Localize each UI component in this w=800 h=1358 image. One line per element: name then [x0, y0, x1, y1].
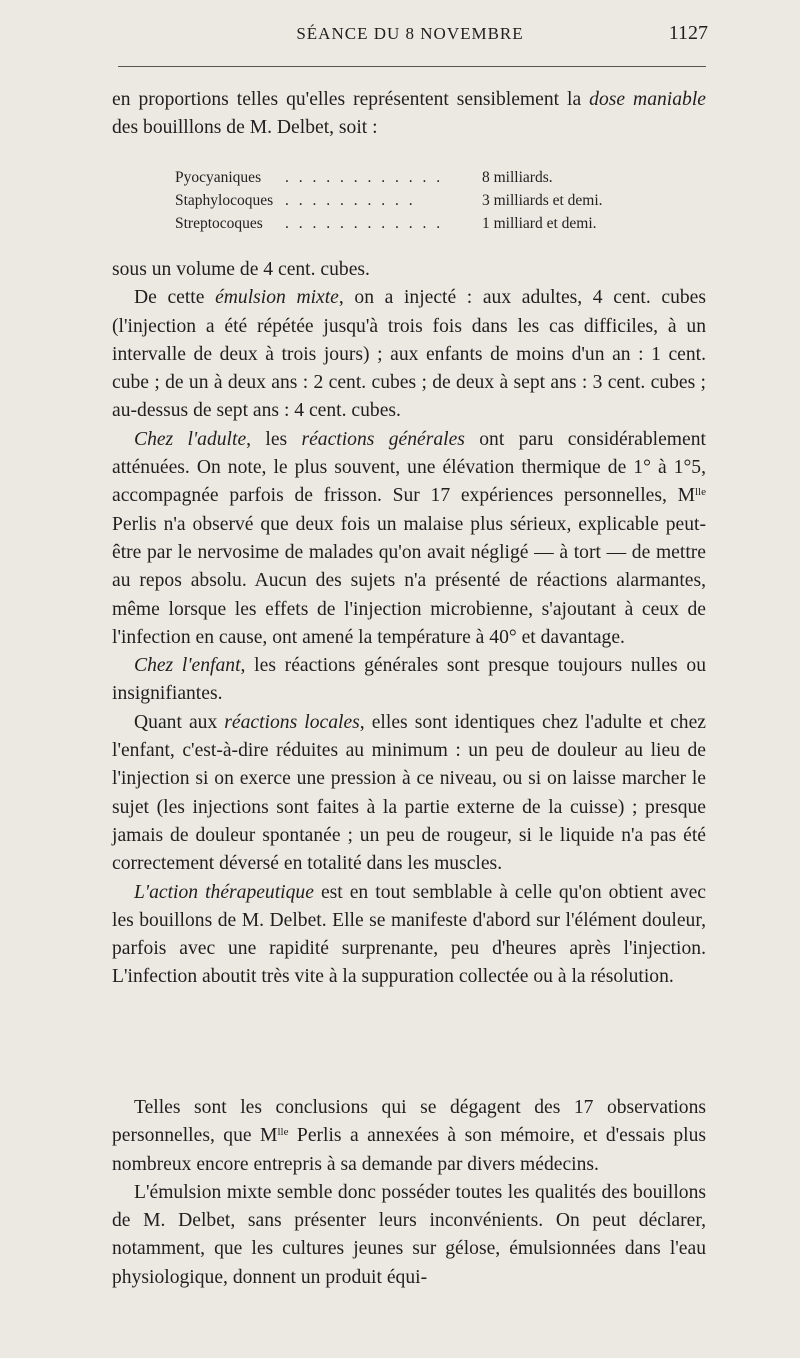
paragraph-conclusions: Telles sont les conclusions qui se dégagent des 17 observations personnelles, que $M^{lle}$ Perlis a annexées à son mémoire, et d'essais plus nombreux encore entrepris à sa demande par divers médecins.	[112, 1097, 706, 1175]
body-text-conclusion	[112, 1094, 706, 1292]
leader-dots: . . . . . . . . . . . .	[285, 215, 444, 232]
paragraph-adult: Chez l'adulte, les réactions générales ont paru considérablement atténuées. On note, le plus souvent, une élévation thermique de 1° à 1°5, accompagnée parfois de frisson. Sur 17 expériences personnelles, $M^{lle}$ Perlis n'a observé que deux fois un malaise plus sérieux, explicable peut-être par le nervosime de malades qu'on avait négligé — à tort — de mettre au repos absolu. Aucun des sujets n'a présenté de réactions alarmantes, même lorsque les effets de l'injection microbienne, s'ajoutant à ceux de l'infection en cause, ont amené la température à 40° et davantage.	[112, 428, 706, 648]
header-rule	[118, 66, 706, 67]
paragraph-intro: en proportions telles qu'elles représentent sensiblement la dose maniable des bouilllons de M. Delbet, soit :	[112, 89, 706, 139]
paragraph-volume: sous un volume de 4 cent. cubes.	[112, 259, 370, 280]
paragraph-emulsion: L'émulsion mixte semble donc posséder toutes les qualités des bouillons de M. Delbet, sans présenter leurs inconvénients. On peut déclarer, notamment, que les cultures jeunes sur gélose, émulsionnées dans l'eau physiologique, donnent un produit équi-	[112, 1181, 706, 1288]
dose-row	[175, 212, 655, 235]
paragraph-therapeutic: L'action thérapeutique est en tout semblable à celle qu'on obtient avec les bouillons de M. Delbet. Elle se manifeste d'abord sur l'élément douleur, parfois avec une rapidité surprenante, peu d'heures après l'injection. L'infection aboutit très vite à la suppuration collectée ou à la résolution.	[112, 881, 706, 988]
paragraph-child: Chez l'enfant, les réactions générales sont presque toujours nulles ou insignifiantes.	[112, 655, 707, 705]
paragraph-local: Quant aux réactions locales, elles sont identiques chez l'adulte et chez l'enfant, c'est-à-dire réduites au minimum : un peu de douleur au lieu de l'injection si on exerce une pression à ce niveau, ou si on laisse marcher le sujet (les injections sont faites à la partie externe de la cuisse) ; presque jamais de douleur spontanée ; un peu de rougeur, si le liquide n'a pas été correctement déversé en totalité dans les muscles.	[112, 711, 706, 875]
page-header	[112, 22, 708, 50]
dose-value: 3 milliards et demi.	[482, 192, 603, 209]
running-title: SÉANCE DU 8 NOVEMBRE	[296, 24, 524, 43]
dose-value: 8 milliards.	[482, 169, 553, 186]
page-number: 1127	[668, 22, 708, 44]
dose-label: Streptocoques	[175, 215, 263, 232]
paragraph-injection: De cette émulsion mixte, on a injecté : aux adultes, 4 cent. cubes (l'injection a été répétée jusqu'à trois fois dans les cas difficiles, à un intervalle de deux à trois jours) ; aux enfants de moins d'un an : 1 cent. cube ; de un à deux ans : 2 cent. cubes ; de deux à sept ans : 3 cent. cubes ; au-dessus de sept ans : 4 cent. cubes.	[112, 287, 706, 422]
leader-dots: . . . . . . . . . .	[285, 192, 416, 209]
dose-row	[175, 166, 655, 189]
dose-label: Pyocyaniques	[175, 169, 262, 186]
dose-label: Staphylocoques	[175, 192, 274, 209]
dose-table	[175, 166, 655, 235]
dose-row	[175, 189, 655, 212]
body-text-main	[112, 256, 706, 992]
leader-dots: . . . . . . . . . . . .	[285, 169, 444, 186]
dose-value: 1 milliard et demi.	[482, 215, 597, 232]
